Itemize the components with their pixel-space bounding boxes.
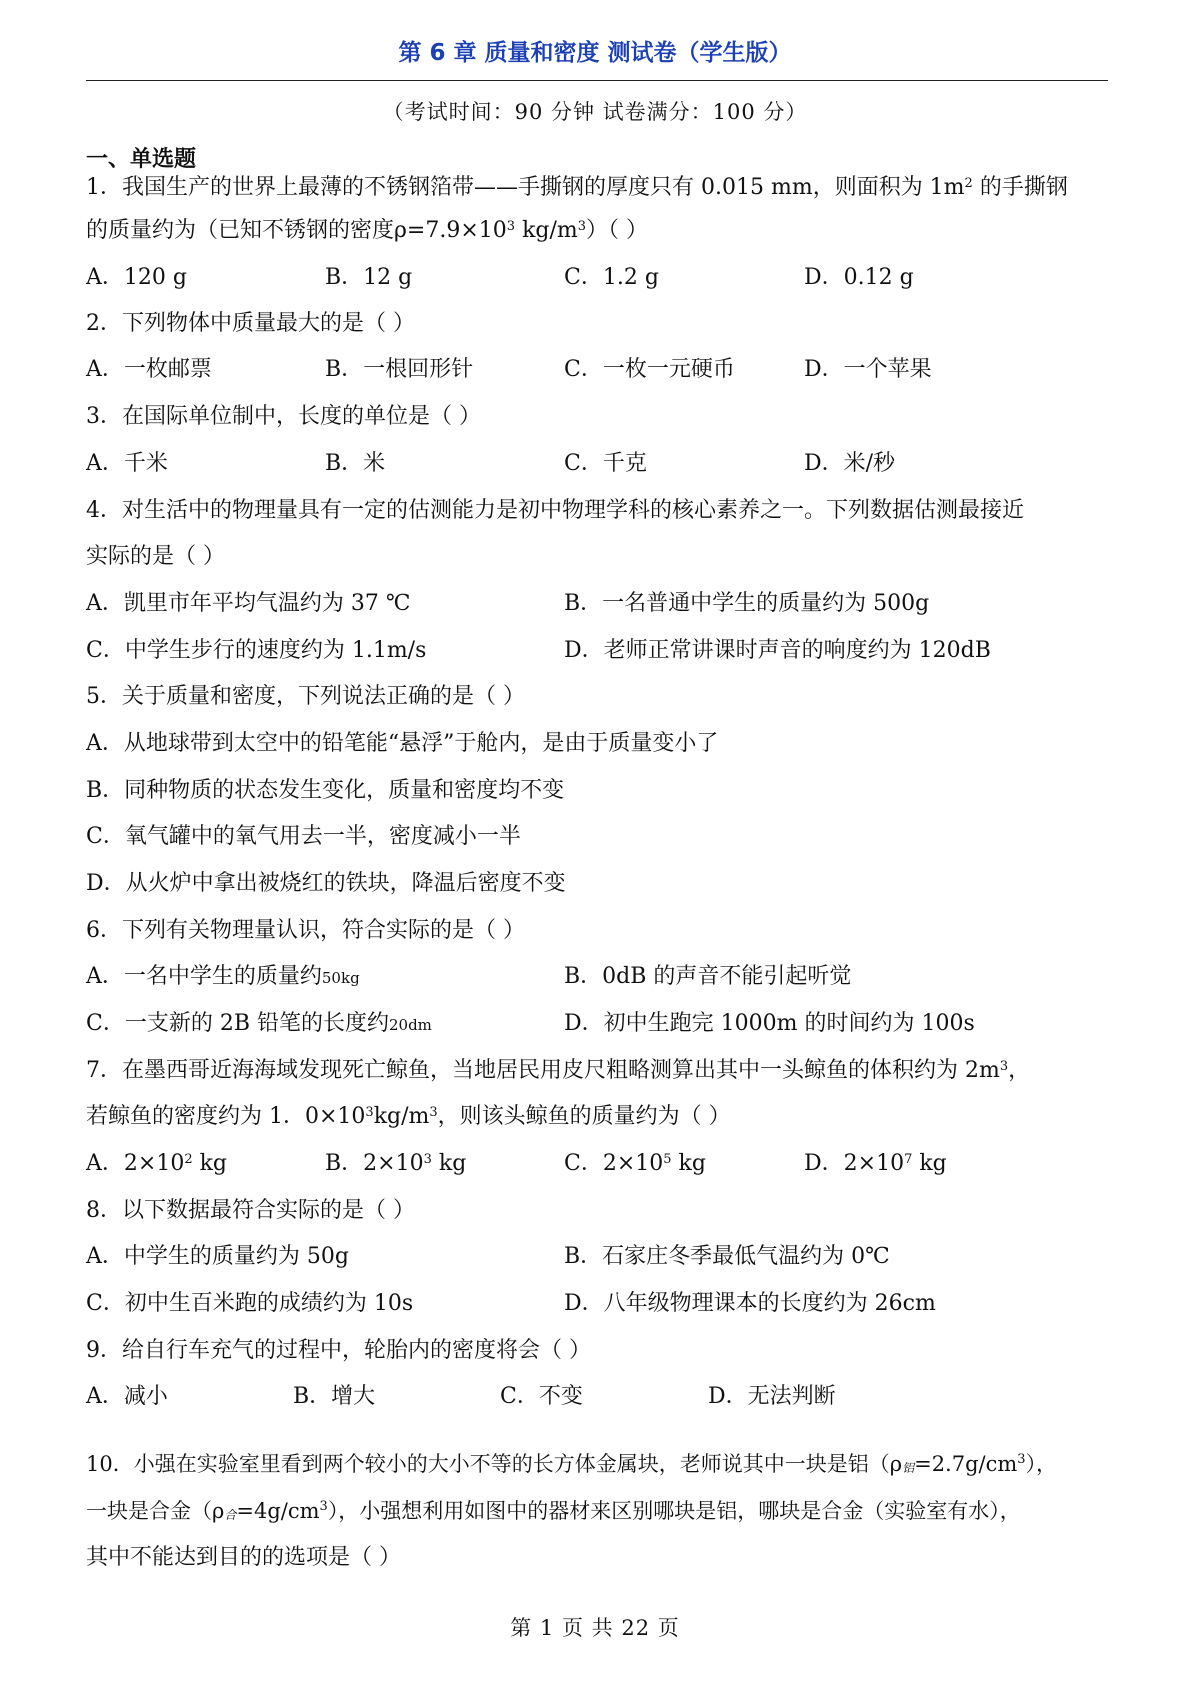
question-1-option-a: A．120 g	[86, 265, 187, 290]
question-6-stem: 6．下列有关物理量认识，符合实际的是（ ）	[86, 918, 525, 943]
question-7-option-c: C．$2\times 10^5$ kg	[564, 1151, 706, 1176]
question-8-option-a: A．中学生的质量约为 50g	[86, 1244, 349, 1269]
question-1-stem: 1．我国生产的世界上最薄的不锈钢箔带——手撕钢的厚度只有 0.015 mm，则面积为 $1m^2$ 的手撕钢	[86, 175, 1068, 200]
page-title: 第 6 章 质量和密度 测试卷（学生版）	[398, 40, 792, 66]
question-3-stem: 3．在国际单位制中，长度的单位是（ ）	[86, 404, 481, 429]
question-7-stem-cont: 若鲸鱼的密度约为 1．$0\times 10^3kg/m^3$，则该头鲸鱼的质量约为（ ）	[86, 1104, 731, 1129]
question-1-option-d: D．0.12 g	[804, 265, 914, 290]
question-9-option-a: A．减小	[86, 1384, 168, 1409]
question-9-option-d: D．无法判断	[708, 1384, 836, 1409]
question-4-stem-cont: 实际的是（ ）	[86, 544, 225, 569]
question-6-option-c: C．一支新的 2B 铅笔的长度约20dm	[86, 1011, 432, 1036]
question-3-option-b: B．米	[325, 451, 386, 476]
question-7-option-d: D．$2\times 10^7$ kg	[804, 1151, 947, 1176]
question-4-option-d: D．老师正常讲课时声音的响度约为 120dB	[564, 638, 991, 663]
question-10-stem-cont: 一块是合金$(\rho_合=4g/cm^3)$，小强想利用如图中的器材来区别哪块是铝，哪块是合金（实验室有水），	[86, 1499, 1021, 1523]
question-3-option-a: A．千米	[86, 451, 168, 476]
question-5-option-d: D．从火炉中拿出被烧红的铁块，降温后密度不变	[86, 871, 566, 896]
question-10-stem-end: 其中不能达到目的的选项是（ ）	[86, 1545, 401, 1570]
question-8-option-c: C．初中生百米跑的成绩约为 10s	[86, 1291, 414, 1316]
question-8-option-b: B．石家庄冬季最低气温约为 0℃	[564, 1244, 890, 1269]
question-2-option-d: D．一个苹果	[804, 357, 932, 382]
question-8-stem: 8．以下数据最符合实际的是（ ）	[86, 1198, 415, 1223]
question-4-option-b: B．一名普通中学生的质量约为 500g	[564, 591, 930, 616]
question-9-option-c: C．不变	[500, 1384, 583, 1409]
question-9-stem: 9．给自行车充气的过程中，轮胎内的密度将会（ ）	[86, 1338, 591, 1363]
question-5-option-b: B．同种物质的状态发生变化，质量和密度均不变	[86, 778, 565, 803]
section-heading: 一、单选题	[86, 147, 197, 172]
question-10-stem: 10．小强在实验室里看到两个较小的大小不等的长方体金属块，老师说其中一块是铝$(\rho_铝=2.7g/cm^3)$，	[86, 1452, 1058, 1476]
question-1-option-c: C．1.2 g	[564, 265, 659, 290]
question-7-option-b: B．$2\times 10^3$ kg	[325, 1151, 467, 1176]
question-6-option-d: D．初中生跑完 1000m 的时间约为 100s	[564, 1011, 975, 1036]
question-5-option-a: A．从地球带到太空中的铅笔能“悬浮”于舱内，是由于质量变小了	[86, 731, 719, 756]
question-1-option-b: B．12 g	[325, 265, 413, 290]
question-6-option-a: A．一名中学生的质量约50kg	[86, 964, 360, 989]
question-2-option-c: C．一枚一元硬币	[564, 357, 735, 382]
question-8-option-d: D．八年级物理课本的长度约为 26cm	[564, 1291, 936, 1316]
question-7-stem: 7．在墨西哥近海海域发现死亡鲸鱼，当地居民用皮尺粗略测算出其中一头鲸鱼的体积约为 $2m^3$，	[86, 1058, 1031, 1083]
question-2-option-b: B．一根回形针	[325, 357, 474, 382]
question-6-option-b: B．0dB 的声音不能引起听觉	[564, 964, 852, 989]
question-3-option-c: C．千克	[564, 451, 647, 476]
question-2-option-a: A．一枚邮票	[86, 357, 212, 382]
title-divider	[86, 80, 1108, 81]
question-5-stem: 5．关于质量和密度，下列说法正确的是（ ）	[86, 684, 525, 709]
question-4-stem: 4．对生活中的物理量具有一定的估测能力是初中物理学科的核心素养之一。下列数据估测最接近	[86, 498, 1025, 523]
question-9-option-b: B．增大	[293, 1384, 376, 1409]
page-footer: 第 1 页 共 22 页	[510, 1616, 680, 1640]
question-7-option-a: A．$2\times 10^2$ kg	[86, 1151, 228, 1176]
question-1-stem-cont: 的质量约为（已知不锈钢的密度$\rho=7.9\times 10^3$ $kg/m^3$）（ ）	[86, 218, 649, 243]
question-4-option-a: A．凯里市年平均气温约为 37 ℃	[86, 591, 411, 616]
question-5-option-c: C．氧气罐中的氧气用去一半，密度减小一半	[86, 824, 521, 849]
question-4-option-c: C．中学生步行的速度约为 1.1m/s	[86, 638, 427, 663]
question-2-stem: 2．下列物体中质量最大的是（ ）	[86, 311, 415, 336]
exam-info: （考试时间：90 分钟 试卷满分：100 分）	[382, 100, 808, 124]
question-3-option-d: D．米/秒	[804, 451, 896, 476]
